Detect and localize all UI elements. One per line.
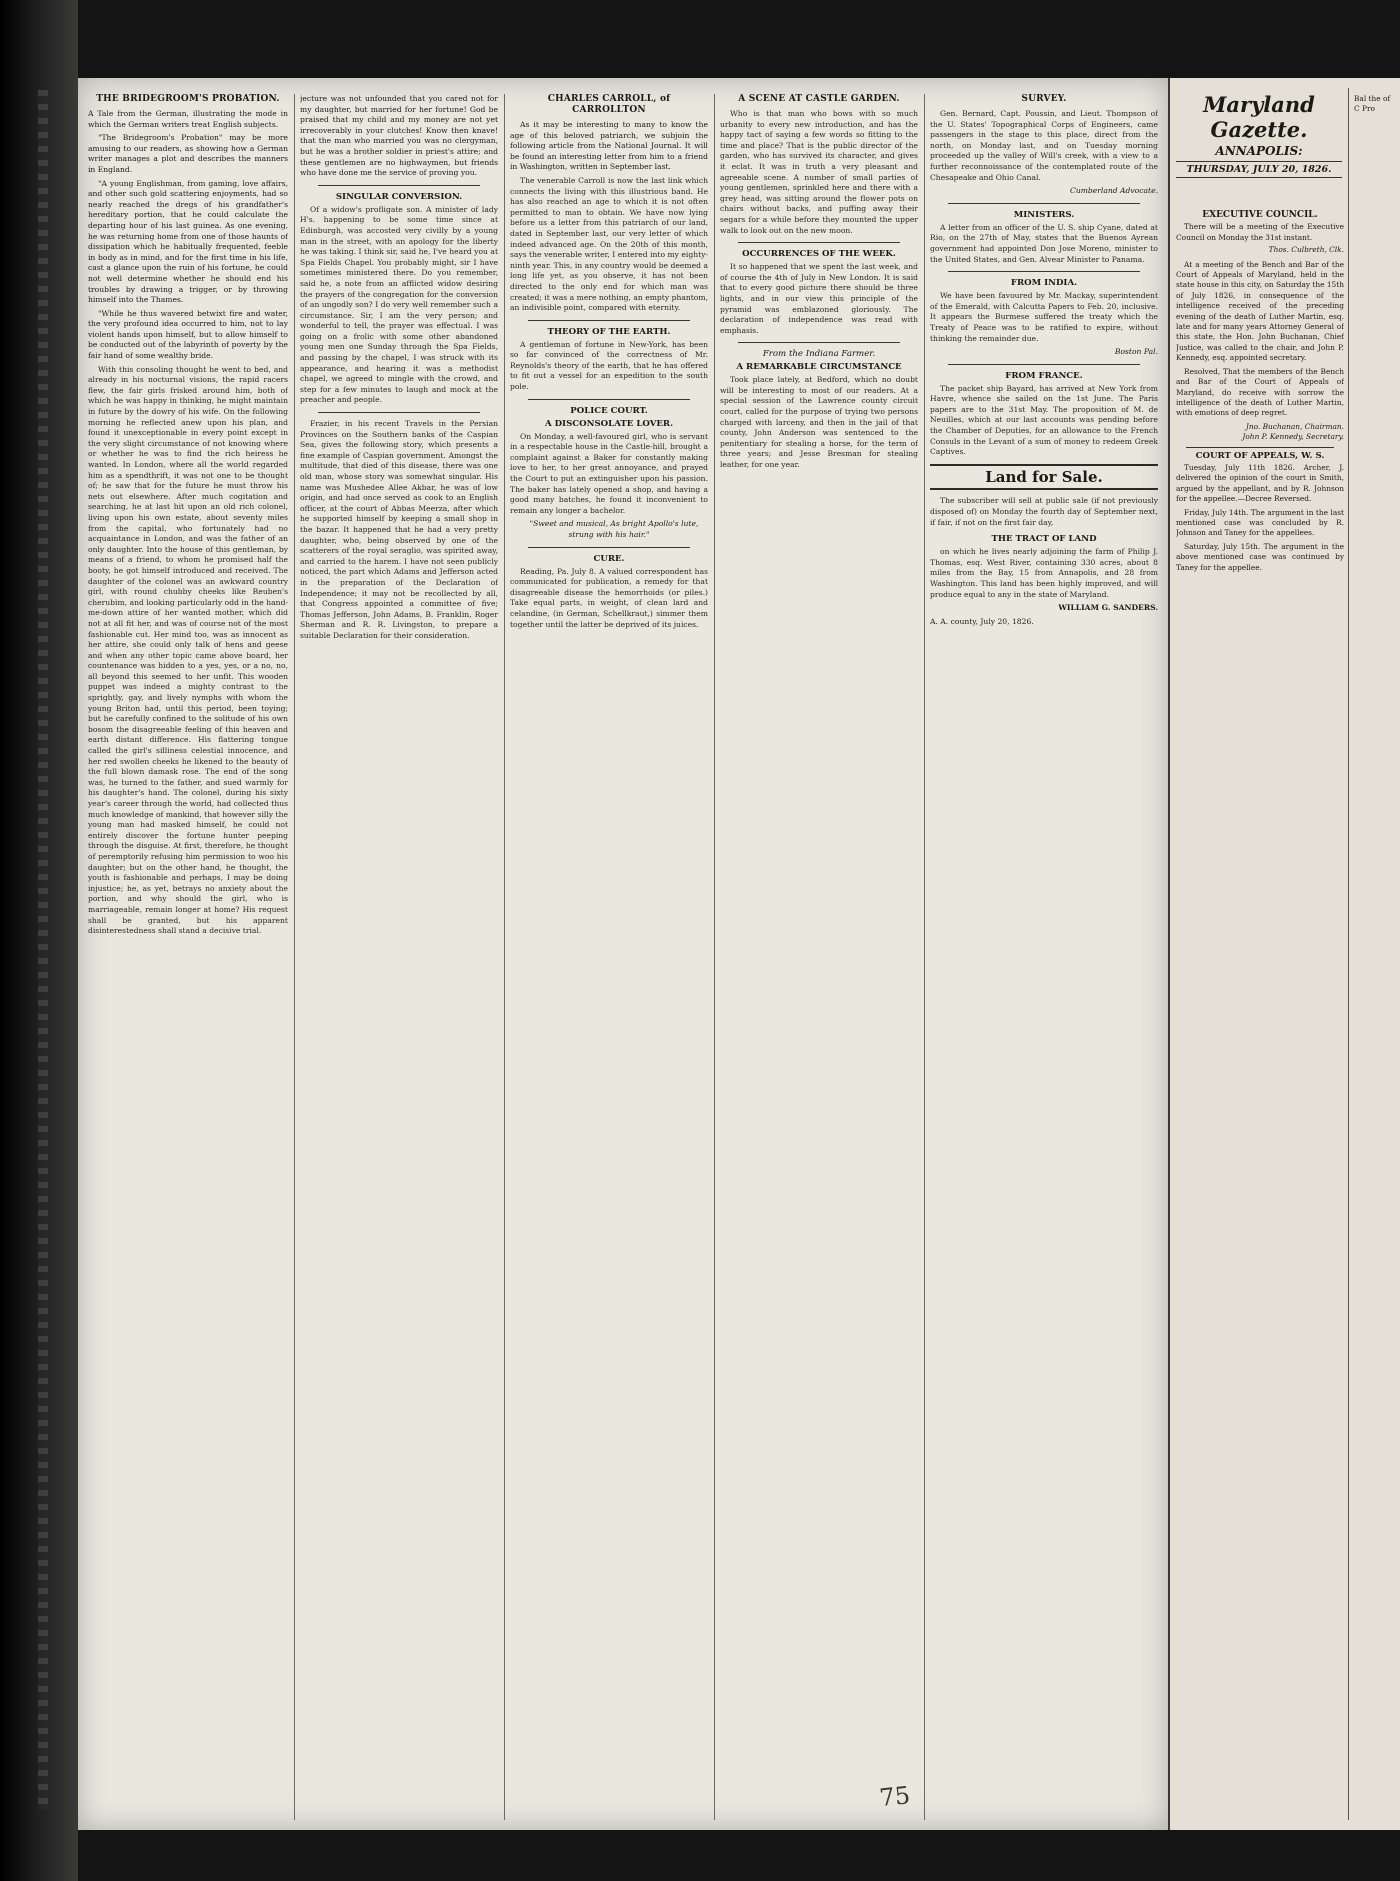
paragraph: Saturday, July 15th. The argument in the above mentioned case was continued by Taney for the appellee. — [1176, 541, 1344, 572]
article-body: We have been favoured by Mr. Mackay, superintendent of the Emerald, with Calcutta Papers to Feb. 20, inclusive. It appears the Burmese suffered the treaty which the Treaty of Peace was to be ratified to expire, without thinking the remainder due. — [930, 291, 1158, 343]
newspaper-title: Maryland Gazette. — [1203, 92, 1315, 142]
section-heading: POLICE COURT. — [570, 405, 648, 416]
article-title: THE BRIDEGROOM'S PROBATION. — [96, 94, 280, 104]
section-heading: FROM INDIA. — [1010, 278, 1078, 289]
paragraph: Friday, July 14th. The argument in the last mentioned case was concluded by R. Johnson and Taney for the appellees. — [1176, 507, 1344, 538]
article-body: On Monday, a well-favoured girl, who is servant in a respectable house in the Castle-hill, brought a complaint against a Baker for constantly making love to her, to her great annoyance, and prayed the Court to put an extinguisher upon his passion. The baker has lately opened a shop, and having a good many batches, he found it inconvenient to remain any longer a bachelor. — [510, 431, 708, 515]
section-heading: CURE. — [593, 553, 625, 564]
section-heading: COURT OF APPEALS, W. S. — [1195, 450, 1325, 461]
adjacent-page — [1168, 78, 1400, 1830]
paragraph: At a meeting of the Bench and Bar of the Court of Appeals of Maryland, held in the state house in this city, on Saturday the 15th of July 1826, in consequence of the intelligence received of the preceding evening of the death of Luther Martin, esq. late and for many years Attorney General of this state, the Hon. John Buchanan, Chief Justice, was called to the chair, and John P. Kennedy, esq. appointed secretary. — [1176, 259, 1344, 363]
article-body: With this consoling thought he went to bed, and already in his nocturnal visions, the rapid racers flew, the fair girls frisked around him, both of which he was happy in thinking, he might maintain in future by the dowry of his wife. On the following morning he reflected anew upon his plan, and found it unexceptionable in every point except in the very slight circumstance of not knowing where or whether he was to find the rich heiress he wanted. In London, where all the world regarded him as a spendthrift, it was not one to be thought of; he saw that for the future he must throw his nets out elsewhere. After much cogitation and searching, he at last hit upon an old rich colonel, living upon his own estate, about seventy miles from the capital, who fortunately had no acquaintance in London, and was the father of an only daughter. Into the house of this gentleman, by means of a friend, to whom he promised half the booty, he got himself introduced and received. The daughter of the colonel was an awkward country girl, with round chubby cheeks like Reuben's cherubim, and looking particularly odd in the hand-me-down attire of her wanted mother, which did not at all fit her, and was of course not of the most fashionable cut. Her mind too, was as innocent as her attire, she could only talk of hens and geese and when any other topic came above board, her countenance was hidden to a yes, yes, or a no, no, all beyond this seemed to her unfit. This wooden puppet was indeed a mighty contrast to the sprightly, gay, and lively nymphs with whom the young Briton had, until this period, been toying; but he carefully confined to the solitude of his own bosom the disagreeable feeling of this heaven and earth distant difference. His flattering tongue called the girl's silliness celestial innocence, and her red swollen cheeks he likened to the beauty of the full blown damask rose. The end of the song was, he turned to the father, and sued warmly for his daughter's hand. The colonel, during his sixty year's career through the world, had collected thus much knowledge of mankind, that however silly the young man had masked himself, he could not entirely discover the fortune hunter peeping through the disguise. At first, therefore, he thought of peremptorily refusing him permission to woo his daughter; but on the other hand, he thought, the youth is fashionable and perhaps, I may be doing injustice; he, as yet, betrays no anxiety about the portion, and why should the girl, who is marriageable, remain longer at home? His request shall be granted, but his apparent disinterestedness shall stand a decisive trial. — [88, 364, 288, 936]
paragraph: Resolved, That the members of the Bench and Bar of the Court of Appeals of Maryland, do receive with sorrow the intelligence of the death of Luther Martin, with emotions of deep regret. — [1176, 366, 1344, 418]
signature: Thos. Culbreth, Clk. — [1268, 245, 1344, 255]
divider — [318, 412, 480, 413]
divider — [1186, 447, 1334, 448]
column-rule — [1348, 88, 1349, 1820]
article-title: CHARLES CARROLL, of CARROLLTON — [547, 94, 671, 115]
verse: "Sweet and musical, As bright Apollo's lute, strung with his hair." — [529, 519, 699, 539]
article-body: A gentleman of fortune in New-York, has been so far convinced of the correctness of Mr. Reynolds's theory of the earth, that he has offered to fit out a vessel for an expedition to the south pole. — [510, 339, 708, 392]
source-line: From the Indiana Farmer. — [762, 349, 876, 360]
article-intro: A Tale from the German, illustrating the mode in which the German writers treat English subjects. — [88, 109, 288, 129]
article-body: Gen. Bernard, Capt. Poussin, and Lieut. Thompson of the U. States' Topographical Corps of Engineers, came passengers in the stage to this place, direct from the north, on Monday last, and on Tuesday morning proceeded up the valley of Will's creek, with a view to a further reconnoissance of the contemplated route of the Chesapeake and Ohio Canal. — [930, 109, 1158, 182]
article-body: A letter from an officer of the U. S. ship Cyane, dated at Rio, on the 27th of May, states that the Buenos Ayrean government had appointed Don Jose Moreno, minister to the United States, and Gen. Alvear Minister to Panama. — [930, 222, 1158, 264]
section-heading: EXECUTIVE COUNCIL. — [1202, 210, 1318, 220]
advert-heading: Land for Sale. — [985, 467, 1103, 486]
paragraph: "A young Englishman, from gaming, love affairs, and other such gold scattering enjoyments, had so nearly reached the dregs of his grandfather's hereditary portion, that he could calculate the departing hour of his last guinea. As one evening, he was returning home from one of those haunts of dissipation which he habitually frequented, feeble in body as in mind, and for the first time in his life, cast a glance upon the ruin of his fortune, he could not well determine whether he should end his troubles by drawing a trigger, or by throwing himself into the Thames. — [88, 178, 288, 305]
binding-strip — [38, 90, 48, 1810]
masthead — [1170, 78, 1348, 181]
paragraph: jecture was not unfounded that you cared not for my daughter, but married for her fortune! God be praised that my child and my money are not yet irrecoverably in your clutches! Know then knave! that the man who married you was no clergyman, but he was a brother soldier in priest's attire; and these gentlemen are no highwaymen, but friends who have done me the service of proving you. — [300, 94, 498, 178]
column-rule — [714, 94, 715, 1820]
divider — [948, 203, 1140, 204]
signature: Jno. Buchanan, Chairman. — [1245, 421, 1344, 431]
divider — [930, 488, 1158, 490]
paragraph: "While he thus wavered betwixt fire and water, the very profound idea occurred to him, not to lay violent hands upon himself, but to allow himself to be conducted out of the labyrinth of poverty by the fair hand of some wealthy bride. — [88, 308, 288, 361]
newspaper-place: ANNAPOLIS: — [1215, 144, 1303, 158]
column-4 — [720, 94, 918, 1818]
article-body: Reading, Pa. July 8. A valued correspondent has communicated for publication, a remedy for that disagreeable disease the hemorrhoids (or piles.) Take equal parts, in weight, of clean lard and celandine, (in German, Schellkraut,) simmer them together until the latter be deprived of its juices. — [510, 566, 708, 629]
article-title: SURVEY. — [1021, 94, 1067, 104]
paragraph: "The Bridegroom's Probation" may be more amusing to our readers, as showing how a German writer manages a plot and describes the manners in England. — [88, 133, 288, 174]
article-body: Took place lately, at Bedford, which no doubt will be interesting to most of our readers. At a special session of the Lawrence county circuit court, called for the purpose of trying two persons charged with larceny, and then in the jail of that county, John Anderson was sentenced to the penitentiary for stealing a horse, for the term of three years; and Jesse Bresman for stealing leather, for one year. — [720, 375, 918, 470]
scanner-left-margin — [0, 0, 78, 1881]
advert-body: on which he lives nearly adjoining the farm of Philip J. Thomas, esq. West River, containing 330 acres, about 8 miles from the Bay, 15 from Annapolis, and 28 from Washington. This land has been highly improved, and will produce equal to any in the state of Maryland. — [930, 547, 1158, 599]
column-5 — [930, 94, 1158, 1818]
source-credit: Boston Pal. — [1114, 347, 1158, 357]
divider — [528, 399, 690, 400]
article-body: Of a widow's profligate son. A minister of lady H's. happening to be some time since at Edinburgh, was accosted very civilly by a young man in the street, with an apology for the liberty he was taking. I think sir, said he, I've heard you at Spa Fields Chapel. You probably might, sir I have sometimes ministered there. Do you remember, said he, a note from an afflicted widow desiring the prayers of the congregation for the conversion of an ungodly son? I do very well remember such a circumstance. Sir, I am the very person; and wonderful to tell, the prayer was effectual. I was going on a frolic with some other abandoned young men one Sunday through the Spa Fields, and passing by the chapel, I was struck with its appearance, and hearing it was a methodist chapel, we agreed to mingle with the crowd, and step for a few minutes to laugh and mock at the preacher and people. — [300, 204, 498, 405]
paragraph: Tuesday, July 11th 1826. Archer, J. delivered the opinion of the court in Smith, argued by the appellant, and by R. Johnson for the appellee.—Decree Reversed. — [1176, 462, 1344, 504]
divider — [948, 364, 1140, 365]
divider — [528, 320, 690, 321]
column-rule — [504, 94, 505, 1820]
cut-off-column: Bal the of C Pro — [1354, 94, 1391, 114]
issue-date: THURSDAY, JULY 20, 1826. — [1176, 161, 1342, 178]
advert-date: A. A. county, July 20, 1826. — [930, 616, 1034, 626]
advert-signature: WILLIAM G. SANDERS. — [1058, 603, 1158, 613]
column-rule — [924, 94, 925, 1820]
section-heading: FROM FRANCE. — [1005, 370, 1083, 381]
right-page-column — [1176, 208, 1344, 1818]
divider — [318, 185, 480, 186]
signature: John P. Kennedy, Secretary. — [1242, 432, 1344, 442]
advert-body: The subscriber will sell at public sale (if not previously disposed of) on Monday the fourth day of September next, if fair, if not on the first fair day, — [930, 496, 1158, 527]
article-body: It so happened that we spent the last week, and of course the 4th of July in New London. It is said that to every good picture there should be three lights, and in our view this principle of the pyramid was emblazoned gloriously. The declaration of independence was read with emphasis. — [720, 262, 918, 335]
divider — [930, 464, 1158, 466]
article-body: Frazier, in his recent Travels in the Persian Provinces on the Southern banks of the Caspian Sea, gives the following story, which presents a fine example of Caspian government. Amongst the multitude, that died of this disease, there was one old man, whose story was somewhat singular. His name was Mushedee Allee Akbar, he was of low origin, and had once served as cook to an English officer, at the court of Abbas Meerza, after which he supported himself by keeping a small shop in the bazar. It happened that he had a very pretty daughter, who, being observed by one of the scatterers of the royal seraglio, was spirited away, and carried to the harem. I have not seen publicly noticed, the part which Adams and Jefferson acted in the preparation of the Declaration of Independence; it may not be recollected by all, that Congress appointed a committee of five; Thomas Jefferson, John Adams, B. Franklin, Roger Sherman and R. R. Livingston, to prepare a suitable Declaration for their consideration. — [300, 419, 498, 640]
handwritten-page-number: 75 — [878, 1781, 912, 1813]
section-subheading: A DISCONSOLATE LOVER. — [544, 418, 674, 429]
paragraph: There will be a meeting of the Executive Council on Monday the 31st instant. — [1176, 222, 1344, 242]
article-title: A SCENE AT CASTLE GARDEN. — [738, 94, 900, 104]
article-body: The packet ship Bayard, has arrived at New York from Havre, whence she sailed on the 1st June. The Paris papers are to the 31st May. The proposition of M. de Neuilles, which at our last accounts was pending before the Chamber of Deputies, for an allowance to the French Consuls in the Levant of a sum of money to redeem Greek Captives. — [930, 383, 1158, 457]
advert-subheading: THE TRACT OF LAND — [991, 534, 1097, 545]
section-heading: MINISTERS. — [1013, 209, 1075, 220]
section-heading: THEORY OF THE EARTH. — [547, 326, 671, 337]
section-heading: OCCURRENCES OF THE WEEK. — [742, 249, 896, 260]
section-heading: A REMARKABLE CIRCUMSTANCE — [736, 362, 902, 373]
paragraph: As it may be interesting to many to know the age of this beloved patriarch, we subjoin the following article from the National Journal. It will be found an interesting letter from him to a friend in Washington, written in September last. — [510, 120, 708, 172]
newspaper-page — [78, 78, 1168, 1830]
article-body: The venerable Carroll is now the last link which connects the living with this illustrious band. He has also reached an age to which it is not often permitted to man to obtain. We have now lying before us a letter from this patriarch of our land, dated in September last, our very letter of which indeed advanced age. On the 20th of this month, says the venerable writer, I entered into my eighty-ninth year. This, in any country would be deemed a long life yet, as you observe, it has not been directed to the only end for which man was created; it was a mere nothing, an empty phantom, an indivisible point, compared with eternity. — [510, 175, 708, 313]
source-credit: Cumberland Advocate. — [1070, 186, 1158, 196]
section-heading: SINGULAR CONVERSION. — [335, 191, 463, 202]
divider — [528, 547, 690, 548]
column-2 — [300, 94, 498, 1818]
divider — [948, 271, 1140, 272]
column-3 — [510, 94, 708, 1818]
column-rule — [294, 94, 295, 1820]
article-body: Who is that man who bows with so much urbanity to every new introduction, and has the happy tact of saying a few words so fitting to the time and place? That is the public director of the garden, who has survived its character, and gives it eclat. It was in truth a very pleasant and agreeable scene. A number of small parties of young gentlemen, sprinkled here and there with a grey head, was sitting around the flower pots on chairs without backs, and puffing away their segars for a while before they mounted the upper walk to look out on the new moon. — [720, 109, 918, 235]
divider — [738, 342, 900, 343]
column-1 — [88, 94, 288, 1818]
divider — [738, 242, 900, 243]
